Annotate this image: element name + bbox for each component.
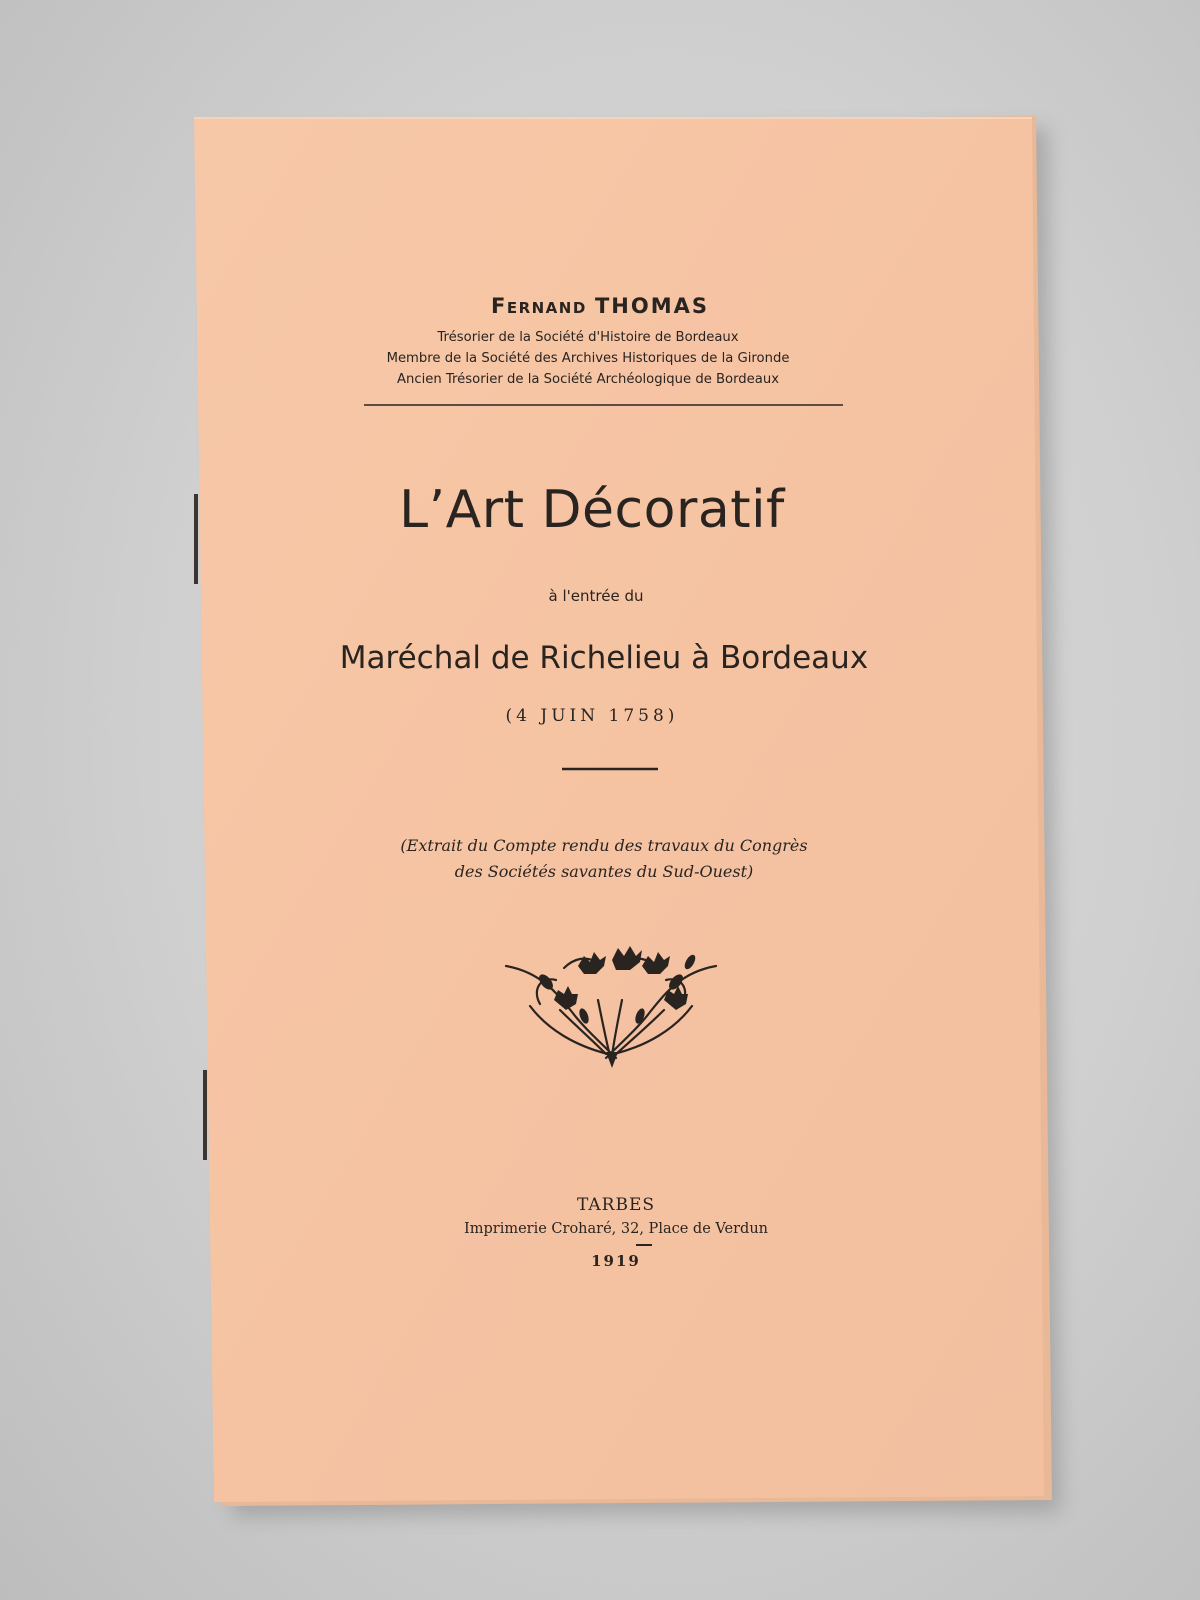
author-first-name: Fernand (490, 294, 587, 318)
printer-imprint: Imprimerie Croharé, 32, Place de Verdun (464, 1221, 768, 1237)
publication-year: 1919 (591, 1252, 641, 1270)
author-name (0, 294, 1200, 318)
publication-city: TARBES (576, 1195, 656, 1215)
book-subtitle: Maréchal de Richelieu à Bordeaux (339, 640, 869, 676)
book-title: L’Art Décoratif (399, 480, 785, 540)
extract-note: des Sociétés savantes du Sud-Ouest) (454, 862, 754, 881)
author-credential: Trésorier de la Société d'Histoire de Bordeaux (437, 330, 739, 345)
author-last-name: THOMAS (594, 294, 710, 318)
event-date: (4 JUIN 1758) (505, 706, 679, 726)
author-credential: Membre de la Société des Archives Historiques de la Gironde (386, 351, 790, 366)
author-credential: Ancien Trésorier de la Société Archéologique de Bordeaux (396, 372, 780, 387)
extract-note: (Extrait du Compte rendu des travaux du Congrès (400, 836, 808, 855)
title-connector: à l'entrée du (548, 587, 644, 605)
